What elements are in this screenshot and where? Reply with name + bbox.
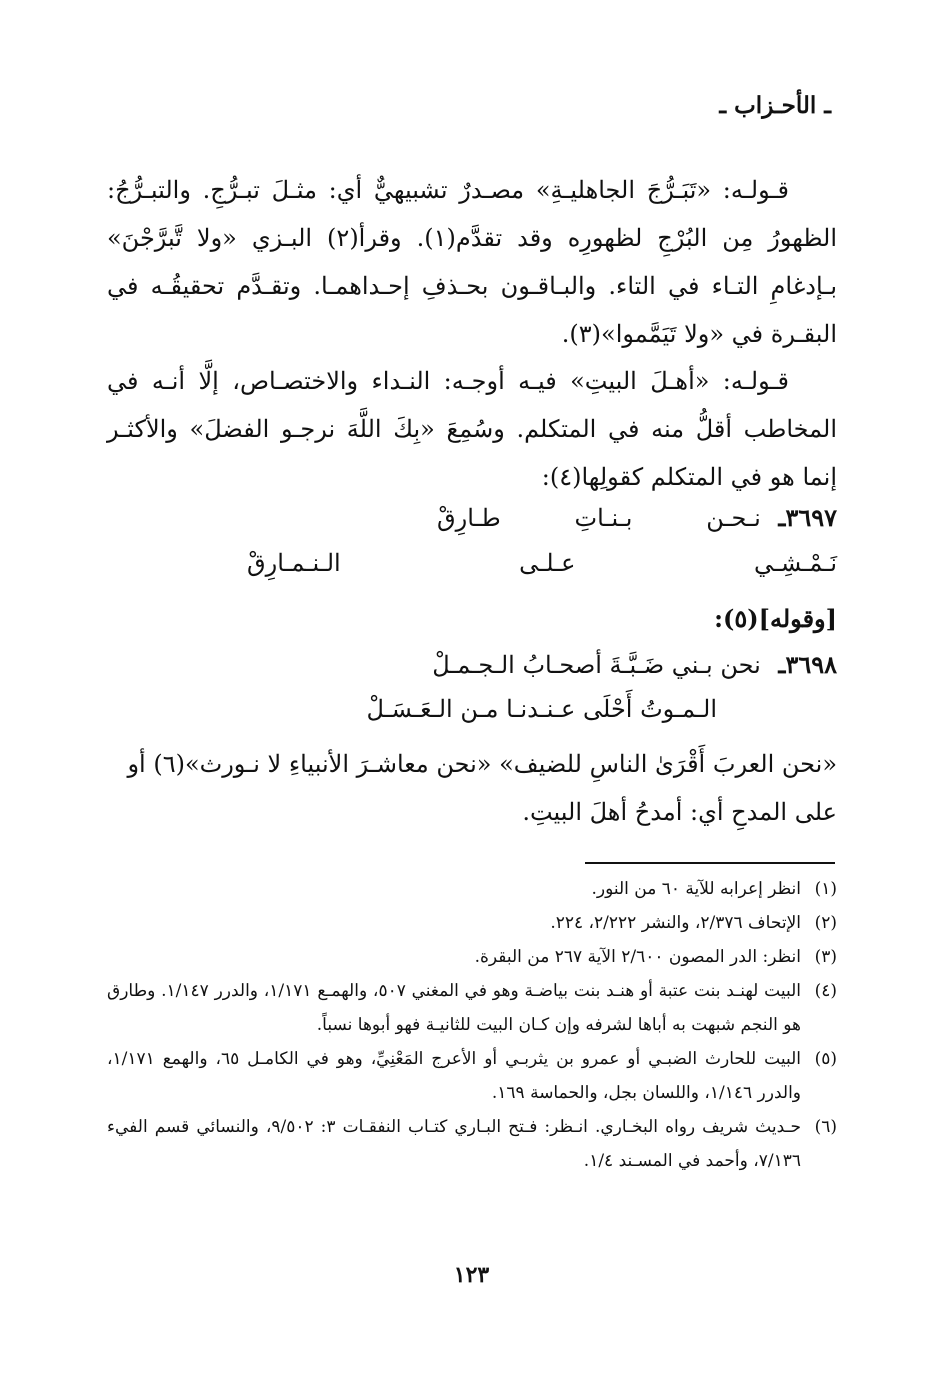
verse-hemistich: الـمـوتُ أَحْلَى عـنـدنـا مـن الـعَـسَـلْ [366,695,717,723]
verse-word: الـنـمـارِقْ [247,549,341,577]
footnote-6 [107,1110,837,1178]
verse-word: نَـمْـشِـي [753,549,837,577]
verse-word: طـارِقْ [437,504,501,532]
verse-3698-line2 [107,688,837,730]
footnote-number: (١) [814,879,837,899]
verse-word: بـنـاتِ [574,504,633,532]
verse-3698-line1 [107,644,837,686]
paragraph-quotes: «نحن العربَ أَقْرَىٰ الناسِ للضيف» «نحن معاشـرَ الأنبياءِ لا نـورث»(٦) أو على المدحِ أي: أمدحُ أهلَ البيتِ. [127,750,837,826]
verse-3697-line2 [107,542,837,584]
verse-number: ٣٦٩٧ـ [778,503,837,532]
footnote-number: (٣) [814,947,837,967]
footnote-text: البيت لهنـد بنت عتبة أو هنـد بنت بياضـة وهو في المغني ٥٠٧، والهمـع ١/١٧١، والدرر ١/١٤٧. وطارق هو النجم شبهت به أباها لشرفه وإن كـان البيت للثانيـة فهو أبوها نسباً. [107,981,801,1035]
footnote-number: (٦) [814,1117,837,1137]
footnotes [107,872,837,1178]
verse-word: نـحـن [706,504,761,532]
footnote-5 [107,1042,837,1110]
footnote-1 [107,872,837,906]
footnote-number: (٥) [814,1049,837,1069]
footnote-number: (٢) [814,913,837,933]
verse-intro: [وقوله](٥): [714,604,837,633]
verse-number: ٣٦٩٨ـ [778,650,837,679]
paragraph-ahl-albayt: قـولـه: «أهـلَ البيتِ» فيـه أوجـه: النـداء والاختصـاص، إلَّا أنـه في المخاطب أقلُّ منه في المتكلم. وسُمِعَ «بِكَ اللَّهَ نرجـو الفضلَ» والأكثـر إنما هو في المتكلم كقولِها(٤): [107,367,837,491]
footnote-number: (٤) [814,981,837,1001]
footnote-text: حـديث شريف رواه البخـاري. انـظر: فـتح البـاري كتـاب النفقـات ٣: ٩/٥٠٢، والنسائي قسم الفيء ٧/١٣٦، وأحمد في المسـند ١/٤. [107,1117,801,1171]
verse-3697-line1 [107,497,837,539]
verse-hemistich: نحن بـني ضَـبَّـةَ أصحـابُ الـجـمـلْ [432,651,761,679]
footnote-3 [107,940,837,974]
footnote-divider [585,862,835,864]
footnote-text: الإتحاف ٢/٣٧٦، والنشر ٢/٢٢٢، ٢٢٤. [550,913,801,933]
footnote-text: البيت للحارث الضبـي أو عمرو بن يثربـي أو الأعرج المَعْنِيِّ، وهو في الكامـل ٦٥، والهمع ١/١٧١، والدرر ١/١٤٦، واللسان بجل، والحماسة ١٦٩. [107,1049,801,1103]
footnote-text: انظر: الدر المصون ٢/٦٠٠ الآية ٢٦٧ من البقرة. [474,947,801,967]
footnote-4 [107,974,837,1042]
verse-word: عـلـى [519,549,576,577]
footnote-text: انظر إعرابه للآية ٦٠ من النور. [591,879,801,899]
footnote-2 [107,906,837,940]
paragraph-tabarruj: قـولـه: «تَبَـرُّجَ الجاهليـةِ» مصـدرٌ تشبيهيٌّ أي: مثـلَ تبـرُّجِ. والتبـرُّجُ: الظهورُ مِن البُرْجِ لظهورِه وقد تقدَّم(١). وقرأ(٢) البـزي «ولا تَّبرَّجْنَ» بـإدغامِ التـاء في التاء. والبـاقـون بحـذفِ إحـداهمـا. وتقـدَّم تحقيقُـه في البقـرة في «ولا تَيَمَّموا»(٣). [107,176,837,348]
running-header: ـ الأحـزاب ـ [719,92,831,119]
page-number: ١٢٣ [453,1262,490,1288]
